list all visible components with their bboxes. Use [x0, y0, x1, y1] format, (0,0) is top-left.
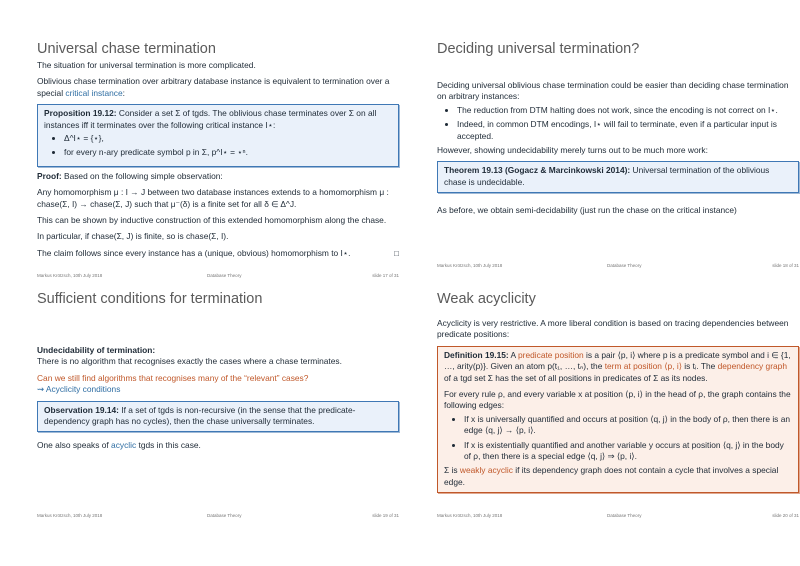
slide-title: Deciding universal termination?	[437, 41, 640, 57]
definition-paragraph	[444, 350, 792, 384]
paragraph: There is no algorithm that recognises exactly the cases where a chase terminates.	[37, 356, 342, 367]
footer-slide-number: slide 18 of 31	[772, 263, 799, 268]
text: Oblivious chase termination over arbitrary database instance is equivalent to termination over a special	[37, 76, 390, 98]
footer-course: Database Theory	[607, 263, 642, 268]
footer-slide-number: slide 19 of 31	[372, 513, 399, 518]
slide-body	[437, 80, 799, 222]
paragraph: As before, we obtain semi-decidability (just run the chase on the critical instance)	[437, 205, 737, 216]
text: A	[508, 349, 519, 360]
footer-author: Markus Krötzsch, 10th July 2018	[437, 263, 503, 268]
paragraph	[444, 465, 792, 488]
list-item: • for every n-ary predicate symbol p in Σ, p^I⋆ = ⋆ⁿ.	[64, 147, 392, 158]
footer-slide-number: slide 17 of 31	[372, 273, 399, 278]
box-text: Universal termination of the oblivious chase is undecidable.	[444, 165, 770, 187]
term-weakly-acyclic: weakly acyclic	[459, 465, 513, 476]
footer-author: Markus Krötzsch, 10th July 2018	[37, 513, 103, 518]
list-item: • Δ^I⋆ = {⋆},	[64, 133, 392, 144]
footer-slide-number: slide 20 of 31	[772, 513, 799, 518]
paragraph: The situation for universal termination is more complicated.	[37, 60, 256, 70]
footer-course: Database Theory	[207, 273, 242, 278]
paragraph: For every rule ρ, and every variable x at position ⟨p, i⟩ in the head of ρ, the graph contains the following edges:	[444, 389, 791, 411]
bullet-list	[444, 414, 792, 463]
box-text: If a set of tgds is non-recursive (in the sense that the predicate-dependency graph has no cycles), then the chase universally terminates.	[44, 404, 356, 427]
paragraph: Any homomorphism μ : I → J between two database instances extends to a homomorphism μ : chase(Σ, I) → chase(Σ, J) such that μ⁻(δ) is a finite set for all δ ∈ Δ^J.	[37, 187, 389, 209]
text: is tᵢ. The	[681, 361, 718, 372]
definition-box	[437, 346, 799, 493]
box-label: Observation 19.14:	[44, 404, 119, 415]
proof-line	[37, 171, 399, 182]
text: tgds in this case.	[136, 440, 201, 451]
slide-body	[37, 60, 399, 264]
slide-title: Weak acyclicity	[437, 291, 536, 307]
list-item: • Indeed, in common DTM encodings, I⋆ will fail to terminate, even if a particular input is accepted.	[457, 119, 799, 142]
bullet-list	[44, 133, 392, 159]
critical-instance-link[interactable]: critical instance	[65, 87, 123, 98]
footer-author: Markus Krötzsch, 10th July 2018	[437, 513, 503, 518]
proposition-box	[37, 104, 399, 167]
slide-body	[437, 318, 799, 497]
paragraph: Deciding universal oblivious chase termination could be easier than deciding chase termination on arbitrary instances:	[437, 80, 789, 102]
slide-body	[37, 345, 399, 457]
term-predicate-position: predicate position	[518, 349, 584, 360]
box-label: Definition 19.15:	[444, 349, 509, 360]
paragraph	[37, 248, 399, 259]
paragraph	[37, 440, 399, 451]
observation-box	[37, 401, 399, 433]
text: One also speaks of	[37, 440, 112, 451]
text: Based on the following simple observation:	[61, 170, 223, 181]
box-label: Theorem 19.13 (Gogacz & Marcinkowski 2014):	[444, 165, 631, 176]
box-label: Proposition 19.12:	[44, 108, 117, 119]
paragraph: Acyclicity is very restrictive. A more liberal condition is based on tracing dependencies between predicate positions:	[437, 318, 789, 340]
text: of a tgd set Σ has the set of all positions in predicates of Σ as its nodes.	[444, 372, 708, 383]
term-at-position: term at position ⟨p, i⟩	[604, 361, 682, 372]
footer-author: Markus Krötzsch, 10th July 2018	[37, 273, 103, 278]
acyclic-link[interactable]: acyclic	[111, 440, 137, 451]
acyclicity-link[interactable]: Acyclicity conditions	[45, 384, 121, 395]
text: :	[122, 87, 125, 98]
paragraph	[37, 76, 399, 99]
slide-title: Universal chase termination	[37, 41, 216, 57]
proof-label: Proof:	[37, 170, 62, 181]
list-item: • The reduction from DTM halting does not work, since the encoding is not correct on I⋆.	[457, 105, 799, 116]
term-dependency-graph: dependency graph	[717, 361, 787, 372]
paragraph: This can be shown by inductive construction of this extended homomorphism along the chase.	[37, 215, 387, 226]
leadsto-icon: ⇝	[37, 384, 45, 395]
heading	[37, 345, 399, 356]
qed-icon: □	[394, 248, 399, 258]
list-item: • If x is universally quantified and occurs at position ⟨q, j⟩ in the body of ρ, then there is an edge ⟨q, j⟩ → ⟨p, i⟩.	[464, 414, 792, 437]
footer-course: Database Theory	[607, 513, 642, 518]
list-item: • If x is existentially quantified and another variable y occurs at position ⟨q, j⟩ in the body of ρ, then there is a special edge ⟨q, j⟩ ⇒ ⟨p, i⟩.	[464, 440, 792, 463]
footer-course: Database Theory	[207, 513, 242, 518]
text: if its dependency graph does not contain a cycle that involves a special edge.	[444, 465, 779, 487]
text: The claim follows since every instance has a (unique, obvious) homomorphism to I⋆.	[37, 247, 351, 258]
slide-title: Sufficient conditions for termination	[37, 291, 263, 307]
paragraph: In particular, if chase(Σ, J) is finite, so is chase(Σ, I).	[37, 231, 229, 242]
box-text: Consider a set Σ of tgds. The oblivious chase terminates over Σ on all instances iff it terminates over the following critical instance I⋆:	[44, 108, 377, 130]
text: Σ is	[444, 465, 460, 476]
theorem-box	[437, 161, 799, 193]
paragraph: However, showing undecidability merely turns out to be much more work:	[437, 145, 708, 156]
question-text: Can we still find algorithms that recognises many of the “relevant” cases?	[37, 372, 309, 383]
bullet-list	[437, 105, 799, 142]
heading-text: Undecidability of termination:	[37, 345, 156, 355]
text: is a pair ⟨p, i⟩ where p is a predicate symbol and i ∈ {1, …, arity(p)}. Given an atom p(t₁, …, tₙ), the	[444, 349, 791, 372]
question	[37, 373, 399, 396]
